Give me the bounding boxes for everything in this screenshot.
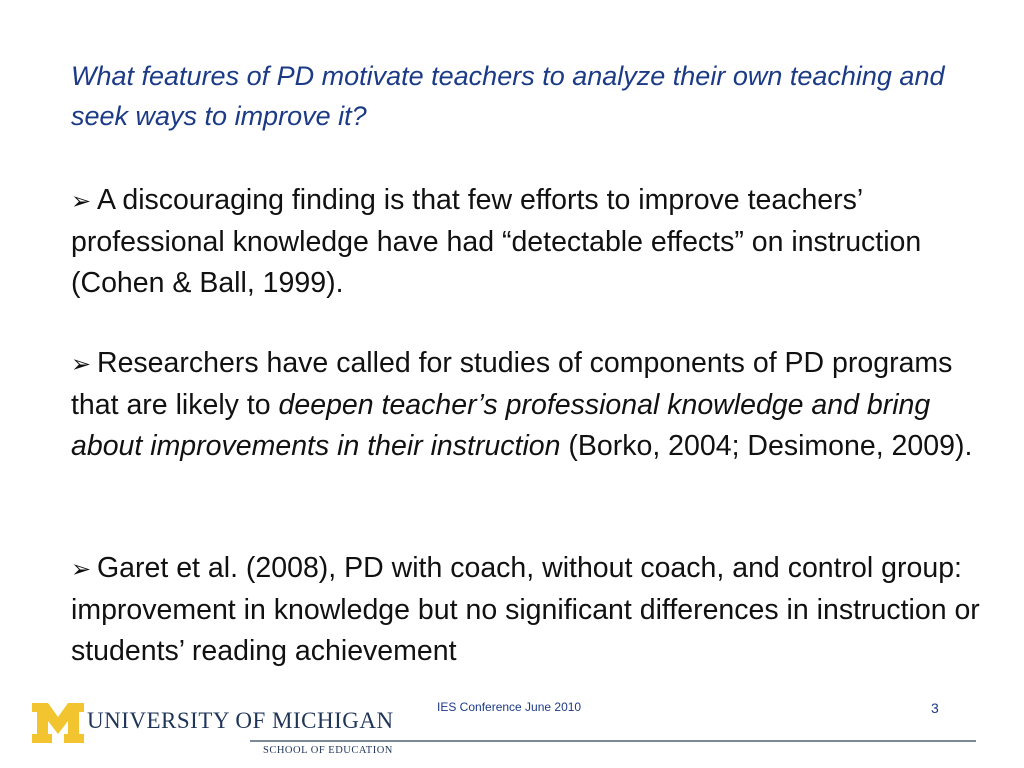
- page-number: 3: [931, 700, 939, 716]
- bullet-text-end: (Borko, 2004; Desimone, 2009).: [560, 430, 973, 462]
- footer-divider: [250, 740, 976, 742]
- university-name: [87, 708, 394, 734]
- arrow-bullet-icon: ➢: [71, 556, 92, 583]
- bullet-text: Garet et al. (2008), PD with coach, without coach, and control group: improvement in knowledge but no significant differences in instruction or students’ reading achievement: [71, 552, 980, 667]
- bullet-item: [71, 180, 983, 304]
- arrow-bullet-icon: ➢: [71, 188, 92, 215]
- bullet-text: Researchers have called for studies of components of PD programs that are likely to: [71, 347, 953, 421]
- university-name-text: UNIVERSITY OF MICHIGAN: [87, 708, 394, 733]
- bullet-item: [71, 343, 983, 467]
- slide-title: What features of PD motivate teachers to analyze their own teaching and seek ways to improve it?: [71, 61, 945, 131]
- conference-label: IES Conference June 2010: [437, 700, 582, 714]
- bullet-item: [71, 548, 983, 672]
- arrow-bullet-icon: ➢: [71, 351, 92, 378]
- bullet-emphasis: deepen teacher’s professional knowledge and bring about improvements in their instruction: [71, 389, 931, 462]
- university-logo: [32, 703, 402, 763]
- bullet-text: A discouraging finding is that few efforts to improve teachers’ professional knowledge have had “detectable effects” on instruction (Cohen & Ball, 1999).: [71, 184, 922, 299]
- block-m-logo: [32, 703, 84, 743]
- school-name: SCHOOL OF EDUCATION: [263, 745, 393, 756]
